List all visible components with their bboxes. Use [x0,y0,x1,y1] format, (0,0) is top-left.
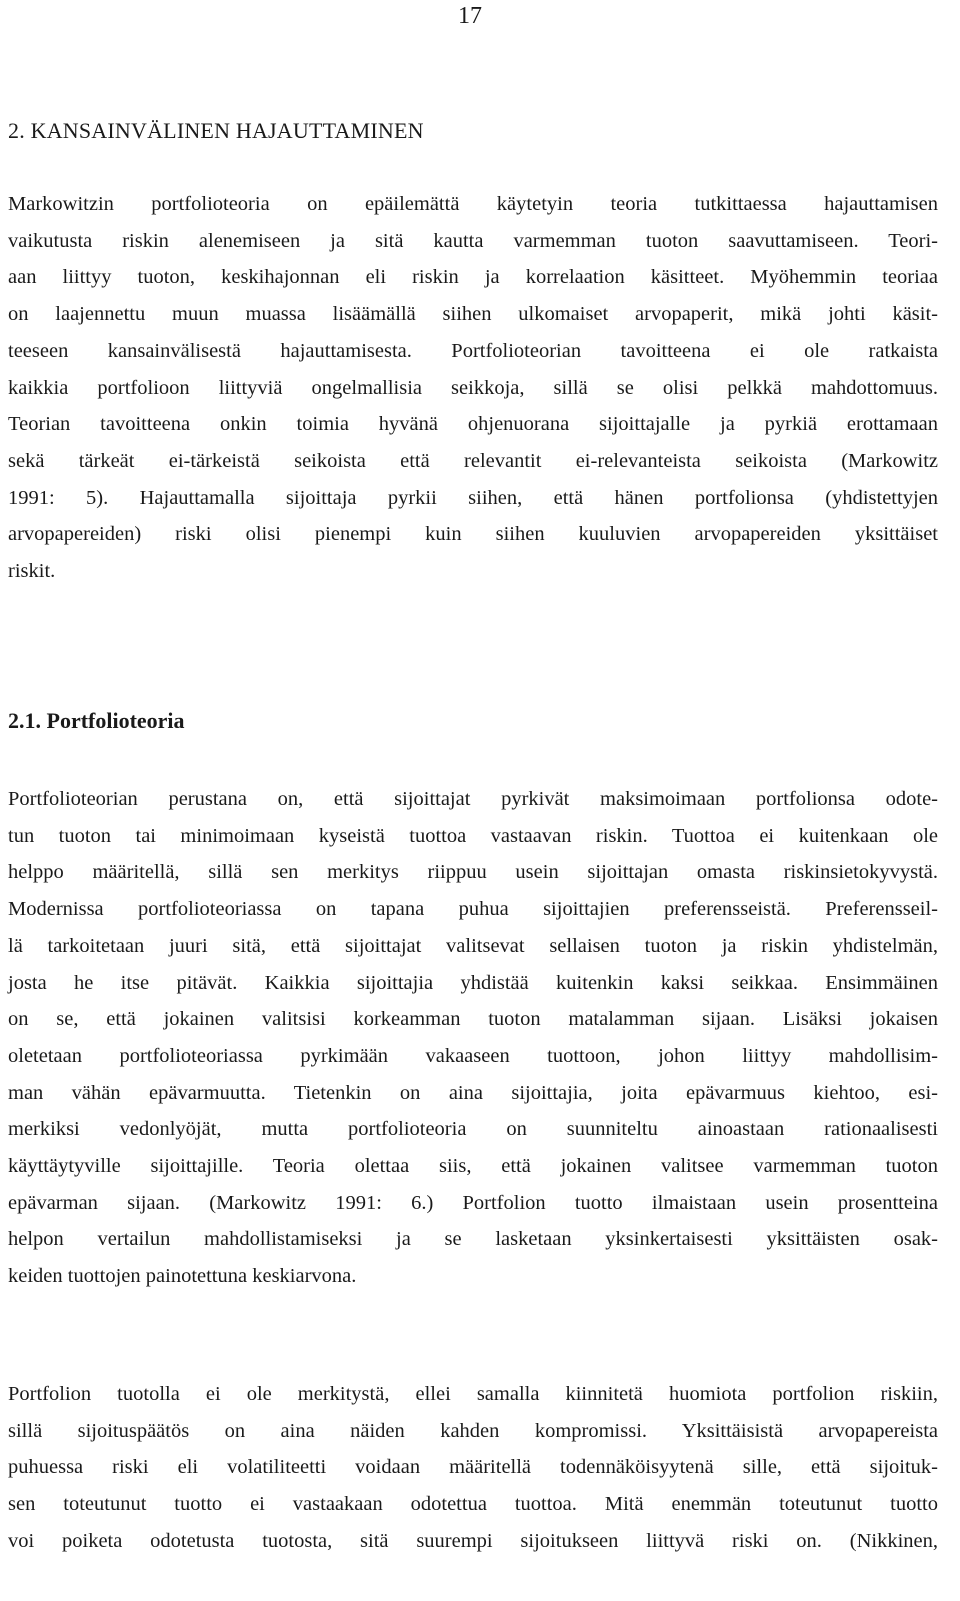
text-line: 1991: 5). Hajauttamalla sijoittaja pyrkii siihen, että hänen portfolionsa (yhdistettyjen [8,486,938,509]
paragraph-intro [8,186,938,590]
text-line: vaikutusta riskin alenemiseen ja sitä kautta varmemman tuoton saavuttamiseen. Teori- [8,229,938,252]
text-line: helpon vertailun mahdollistamiseksi ja se lasketaan yksinkertaisesti yksittäisten osak- [8,1228,938,1251]
text-line: arvopapereiden) riski olisi pienempi kuin siihen kuuluvien arvopapereiden yksittäiset [8,523,938,546]
text-line: Markowitzin portfolioteoria on epäilemättä käytetyin teoria tutkittaessa hajauttamisen [8,193,938,215]
section-heading: 2. KANSAINVÄLINEN HAJAUTTAMINEN [8,118,424,143]
text-line: Teorian tavoitteena onkin toimia hyvänä ohjenuorana sijoittajalle ja pyrkiä erottamaan [8,413,938,436]
text-line: on se, että jokainen valitsisi korkeamman tuoton matalamman sijaan. Lisäksi jokaisen [8,1008,938,1031]
text-line: oletetaan portfolioteoriassa pyrkimään vakaaseen tuottoon, johon liittyy mahdollisim- [8,1044,938,1067]
text-line: riskit. [8,560,56,583]
text-line: käyttäytyville sijoittajille. Teoria olettaa siis, että jokainen valitsee varmemman tuoton [8,1155,938,1178]
text-line: man vähän epävarmuutta. Tietenkin on aina sijoittajia, joita epävarmuus kiehtoo, esi- [8,1081,938,1104]
text-line: lä tarkoitetaan juuri sitä, että sijoittajat valitsevat sellaisen tuoton ja riskin yhdistelmän, [8,934,938,957]
text-line: josta he itse pitävät. Kaikkia sijoittajia yhdistää kuitenkin kaksi seikkaa. Ensimmäinen [8,971,938,994]
text-line: voi poiketa odotetusta tuotosta, sitä suurempi sijoitukseen liittyvä riski on. (Nikkinen, [8,1529,938,1552]
text-line: puhuessa riski eli volatiliteetti voidaan määritellä todennäköisyytenä sille, että sijoituk- [8,1456,938,1479]
text-line: aan liittyy tuoton, keskihajonnan eli riskin ja korrelaation käsitteet. Myöhemmin teoriaa [8,266,938,289]
text-line: helppo määritellä, sillä sen merkitys riippuu usein sijoittajan omasta riskinsietokyvystä. [8,861,938,884]
subsection-heading: 2.1. Portfolioteoria [8,708,185,733]
text-line: sen toteutunut tuotto ei vastaakaan odotettua tuottoa. Mitä enemmän toteutunut tuotto [8,1493,938,1516]
text-line: keiden tuottojen painotettuna keskiarvona. [8,1265,357,1288]
text-line: sekä tärkeät ei-tärkeistä seikoista että relevantit ei-relevanteista seikoista (Markowitz [8,449,938,472]
text-line: sillä sijoituspäätös on aina näiden kahden kompromissi. Yksittäisistä arvopapereista [8,1419,938,1442]
text-line: merkiksi vedonlyöjät, mutta portfolioteoria on suunniteltu ainoastaan rationaalisesti [8,1118,938,1141]
text-line: Portfolion tuotolla ei ole merkitystä, ellei samalla kiinnitetä huomiota portfolion riskiin, [8,1383,938,1405]
text-line: on laajennettu muun muassa lisäämällä siihen ulkomaiset arvopaperit, mikä johti käsit- [8,303,938,326]
text-line: tun tuoton tai minimoimaan kyseistä tuottoa vastaavan riskin. Tuottoa ei kuitenkaan ole [8,824,938,847]
paragraph-risk [8,1376,938,1560]
paragraph-portfolio-theory [8,781,938,1295]
text-line: epävarman sijaan. (Markowitz 1991: 6.) Portfolion tuotto ilmaistaan usein prosentteina [8,1191,938,1214]
text-line: kaikkia portfolioon liittyviä ongelmallisia seikkoja, sillä se olisi pelkkä mahdottomuus. [8,376,938,399]
text-line: teeseen kansainvälisestä hajauttamisesta. Portfolioteorian tavoitteena ei ole ratkaista [8,339,938,362]
text-line: Modernissa portfolioteoriassa on tapana puhua sijoittajien preferensseistä. Preferensseil- [8,898,938,921]
text-line: Portfolioteorian perustana on, että sijoittajat pyrkivät maksimoimaan portfolionsa odote- [8,788,938,810]
page-number: 17 [458,3,482,29]
